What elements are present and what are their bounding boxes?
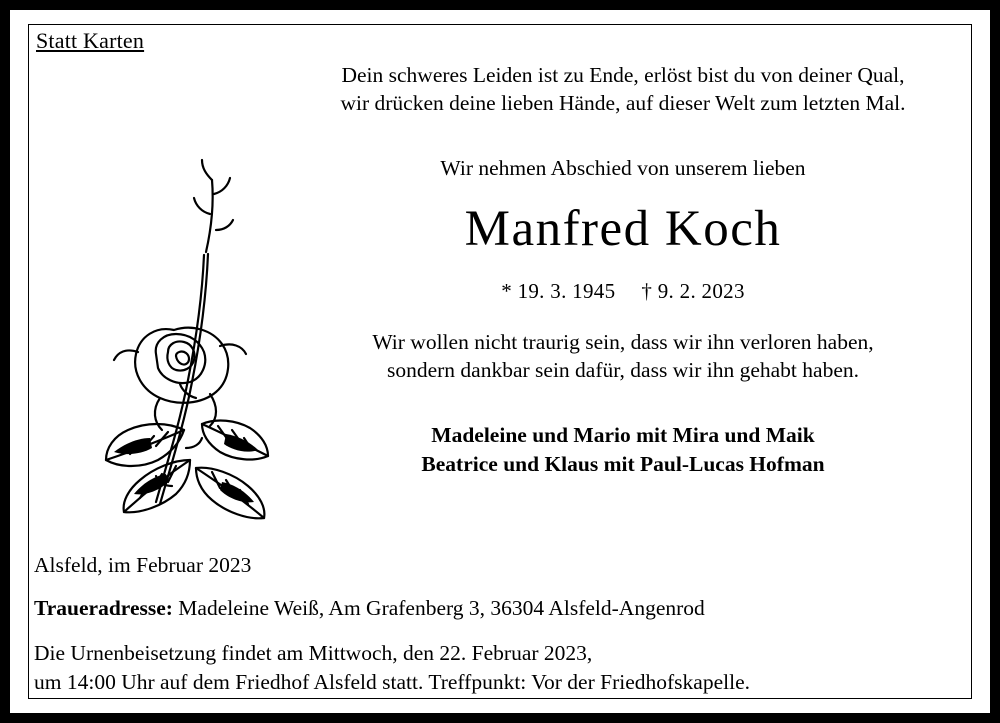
place-and-date: Alsfeld, im Februar 2023 [34, 552, 252, 577]
birth-date: * 19. 3. 1945 [501, 278, 616, 303]
funeral-info [34, 639, 966, 697]
mourning-address-label: Traueradresse: [34, 595, 173, 620]
farewell-line: Wir nehmen Abschied von unserem lieben [440, 155, 806, 180]
funeral-info-line-1: Die Urnenbeisetzung findet am Mittwoch, den 22. Februar 2023, [34, 640, 593, 665]
verse-bottom [280, 328, 966, 385]
footer-details [34, 553, 966, 697]
notice-content [10, 10, 990, 713]
rose-illustration-icon [56, 130, 276, 520]
family-line-2: Beatrice und Klaus mit Paul-Lucas Hofman [421, 451, 825, 476]
mourning-address-value: Madeleine Weiß, Am Grafenberg 3, 36304 Alsfeld-Angenrod [178, 595, 705, 620]
verse-bottom-line-1: Wir wollen nicht traurig sein, dass wir ihn verloren haben, [372, 329, 874, 354]
statt-karten-note: Statt Karten [36, 28, 145, 53]
life-dates [280, 279, 966, 304]
verse-bottom-line-2: sondern dankbar sein dafür, dass wir ihn gehabt haben. [386, 358, 859, 383]
funeral-info-line-2: um 14:00 Uhr auf dem Friedhof Alsfeld statt. Treffpunkt: Vor der Friedhofskapelle. [34, 669, 750, 694]
death-date: † 9. 2. 2023 [641, 278, 745, 303]
family-line-1: Madeleine und Mario mit Mira und Maik [431, 422, 815, 447]
verse-top [280, 62, 966, 118]
family-names [280, 421, 966, 479]
main-text-column [280, 62, 966, 479]
verse-top-line-2: wir drücken deine lieben Hände, auf dieser Welt zum letzten Mal. [340, 90, 906, 115]
mourning-address [34, 596, 966, 621]
deceased-name: Manfred Koch [464, 200, 782, 257]
verse-top-line-1: Dein schweres Leiden ist zu Ende, erlöst bist du von deiner Qual, [341, 63, 905, 87]
